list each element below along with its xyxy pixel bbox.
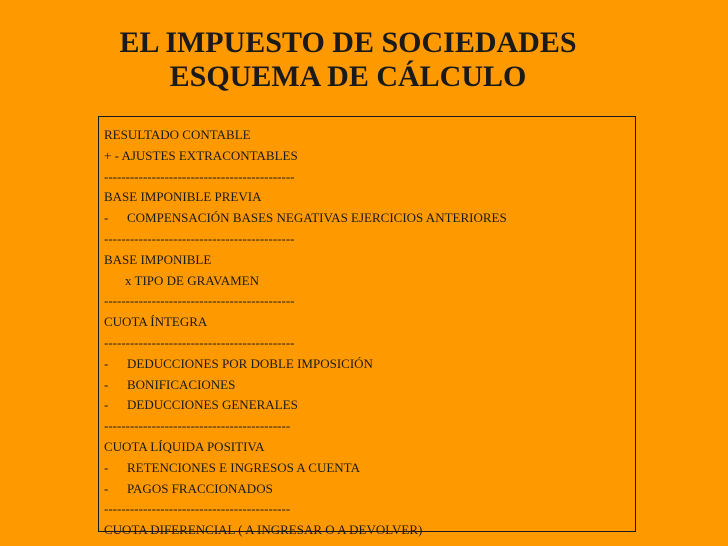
scheme-row: BASE IMPONIBLE — [104, 251, 212, 267]
separator-line: -------------------------------------------- — [104, 230, 295, 246]
scheme-row: CUOTA LÍQUIDA POSITIVA — [104, 438, 265, 454]
scheme-bullet-row — [104, 375, 635, 396]
scheme-bullet-row — [104, 208, 635, 229]
bullet-dash: - — [104, 397, 109, 413]
bullet-dash: - — [104, 459, 109, 475]
separator-line: -------------------------------------------- — [104, 168, 295, 184]
scheme-row-text: RETENCIONES E INGRESOS A CUENTA — [127, 459, 360, 475]
scheme-row: + - AJUSTES EXTRACONTABLES — [104, 147, 298, 163]
scheme-bullet-row — [104, 479, 635, 500]
scheme-indented-row: x TIPO DE GRAVAMEN — [125, 272, 259, 288]
scheme-bullet-row — [104, 395, 635, 416]
separator-line: -------------------------------------------- — [104, 334, 295, 350]
slide-title-line-2: ESQUEMA DE CÁLCULO — [169, 60, 527, 93]
scheme-row-text: BONIFICACIONES — [127, 376, 236, 392]
scheme-row: CUOTA ÍNTEGRA — [104, 314, 208, 330]
scheme-row-text: COMPENSACIÓN BASES NEGATIVAS EJERCICIOS ANTERIORES — [127, 210, 507, 226]
calculation-scheme-box — [98, 116, 636, 538]
separator-line: ------------------------------------------- — [104, 418, 291, 434]
separator-line: ------------------------------------------- — [104, 501, 291, 517]
scheme-bullet-row — [104, 458, 635, 479]
scheme-bullet-row — [104, 354, 635, 375]
bullet-dash: - — [104, 210, 109, 226]
slide-title — [0, 26, 696, 94]
scheme-row: CUOTA DIFERENCIAL ( A INGRESAR O A DEVOLVER) — [104, 522, 423, 538]
bullet-dash: - — [104, 480, 109, 496]
bullet-dash: - — [104, 376, 109, 392]
scheme-row-text: DEDUCCIONES POR DOBLE IMPOSICIÓN — [127, 355, 373, 371]
scheme-row-text: PAGOS FRACCIONADOS — [127, 480, 273, 496]
slide-title-line-1: EL IMPUESTO DE SOCIEDADES — [119, 26, 577, 59]
scheme-row: RESULTADO CONTABLE — [104, 127, 251, 142]
scheme-row-text: DEDUCCIONES GENERALES — [127, 397, 298, 413]
bullet-dash: - — [104, 355, 109, 371]
scheme-row: BASE IMPONIBLE PREVIA — [104, 189, 262, 205]
separator-line: -------------------------------------------- — [104, 293, 295, 309]
